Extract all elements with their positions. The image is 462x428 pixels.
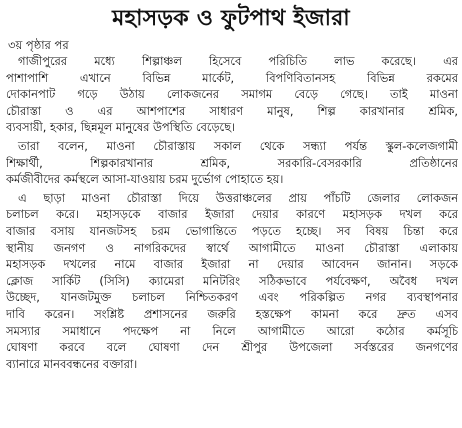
text-line: ক্লোজ সার্কিট (সিসি) ক্যামেরা মনিটরিং সঠিকভাবে পর্যবেক্ষণ, অবৈধ দখল — [6, 273, 458, 288]
text-line: গাজীপুরের মধ্যে শিল্পাঞ্চল হিসেবে পরিচিতি লাভ করেছে। এর — [18, 54, 458, 68]
paragraph-3 — [6, 190, 458, 373]
text-line: শিক্ষার্থী, শিল্পকারখানার শ্রমিক, সরকারি-বেসরকারি প্রতিষ্ঠানের — [6, 155, 458, 170]
continued-from-note: ৩য় পৃষ্ঠার পর — [8, 38, 69, 52]
text-line: স্থানীয় জনগণ ও নাগরিকদের স্বার্থে আগামীতে মাওনা চৌরাস্তা এলাকায় — [6, 240, 458, 255]
text-line: কর্মজীবীদের কর্মস্থলে আসা-যাওয়ায় চরম দুর্ভোগ পোহাতে হয়। — [6, 172, 284, 187]
text-line: দাবি করেন। সংশ্লিষ্ট প্রশাসনের জরুরি হস্তক্ষেপ কামনা করে দ্রুত এসব — [6, 306, 458, 321]
text-line: ঘোষণা করবে বলে ঘোষণা দেন শ্রীপুর উপজেলা সর্বস্তরের জনগণের — [6, 340, 458, 355]
paragraph-1 — [6, 53, 458, 136]
text-line: বাজার বসায় যানজটসহ চরম ভোগান্তিতে পড়তে হচ্ছে। সব বিষয় চিন্তা করে — [6, 223, 458, 238]
text-line: তারা বলেন, মাওনা চৌরাস্তায় সকাল থেকে সন্ধ্যা পর্যন্ত স্কুল-কলেজগামী — [18, 138, 458, 153]
text-line: মহাসড়ক দখলের নামে বাজার ইজারা না দেয়ার আবেদন জানান। সড়কে — [6, 257, 458, 272]
text-line: চৌরাস্তা ও এর আশপাশের সাধারণ মানুষ, শিল্প কারখানার শ্রমিক, — [6, 103, 458, 118]
text-line: এ ছাড়া মাওনা চৌরাস্তা দিয়ে উত্তরাঞ্চলের প্রায় পাঁচটি জেলার লোকজন — [18, 190, 458, 205]
article-body — [6, 53, 458, 425]
paragraph-2 — [6, 138, 458, 188]
text-line: পাশাপাশি এখানে বিভিন্ন মার্কেট, বিপণিবিতানসহ বিভিন্ন রকমের — [6, 70, 458, 85]
text-line: চলাচল করে। মহাসড়কে বাজার ইজারা দেয়ার কারণে মহাসড়ক দখল করে — [6, 207, 458, 222]
text-line: দোকানপাট গড়ে উঠায় লোকজনের সমাগম বেড়ে গেছে। তাই মাওনা — [6, 87, 458, 102]
text-line: উচ্ছেদ, যানজটমুক্ত চলাচল নিশ্চিতকরণ এবং পরিকল্পিত নগর ব্যবস্থাপনার — [6, 290, 458, 305]
text-line: ব্যবসায়ী, হকার, ছিন্নমূল মানুষের উপস্থিতি বেড়েছে। — [6, 120, 236, 135]
text-line: ব্যানারে মানববন্ধনের বক্তারা। — [6, 356, 138, 371]
text-line: সমস্যার সমাধানে পদক্ষেপ না নিলে আগামীতে আরো কঠোর কর্মসূচি — [6, 323, 458, 338]
article-headline: মহাসড়ক ও ফুটপাথ ইজারা — [112, 6, 350, 31]
